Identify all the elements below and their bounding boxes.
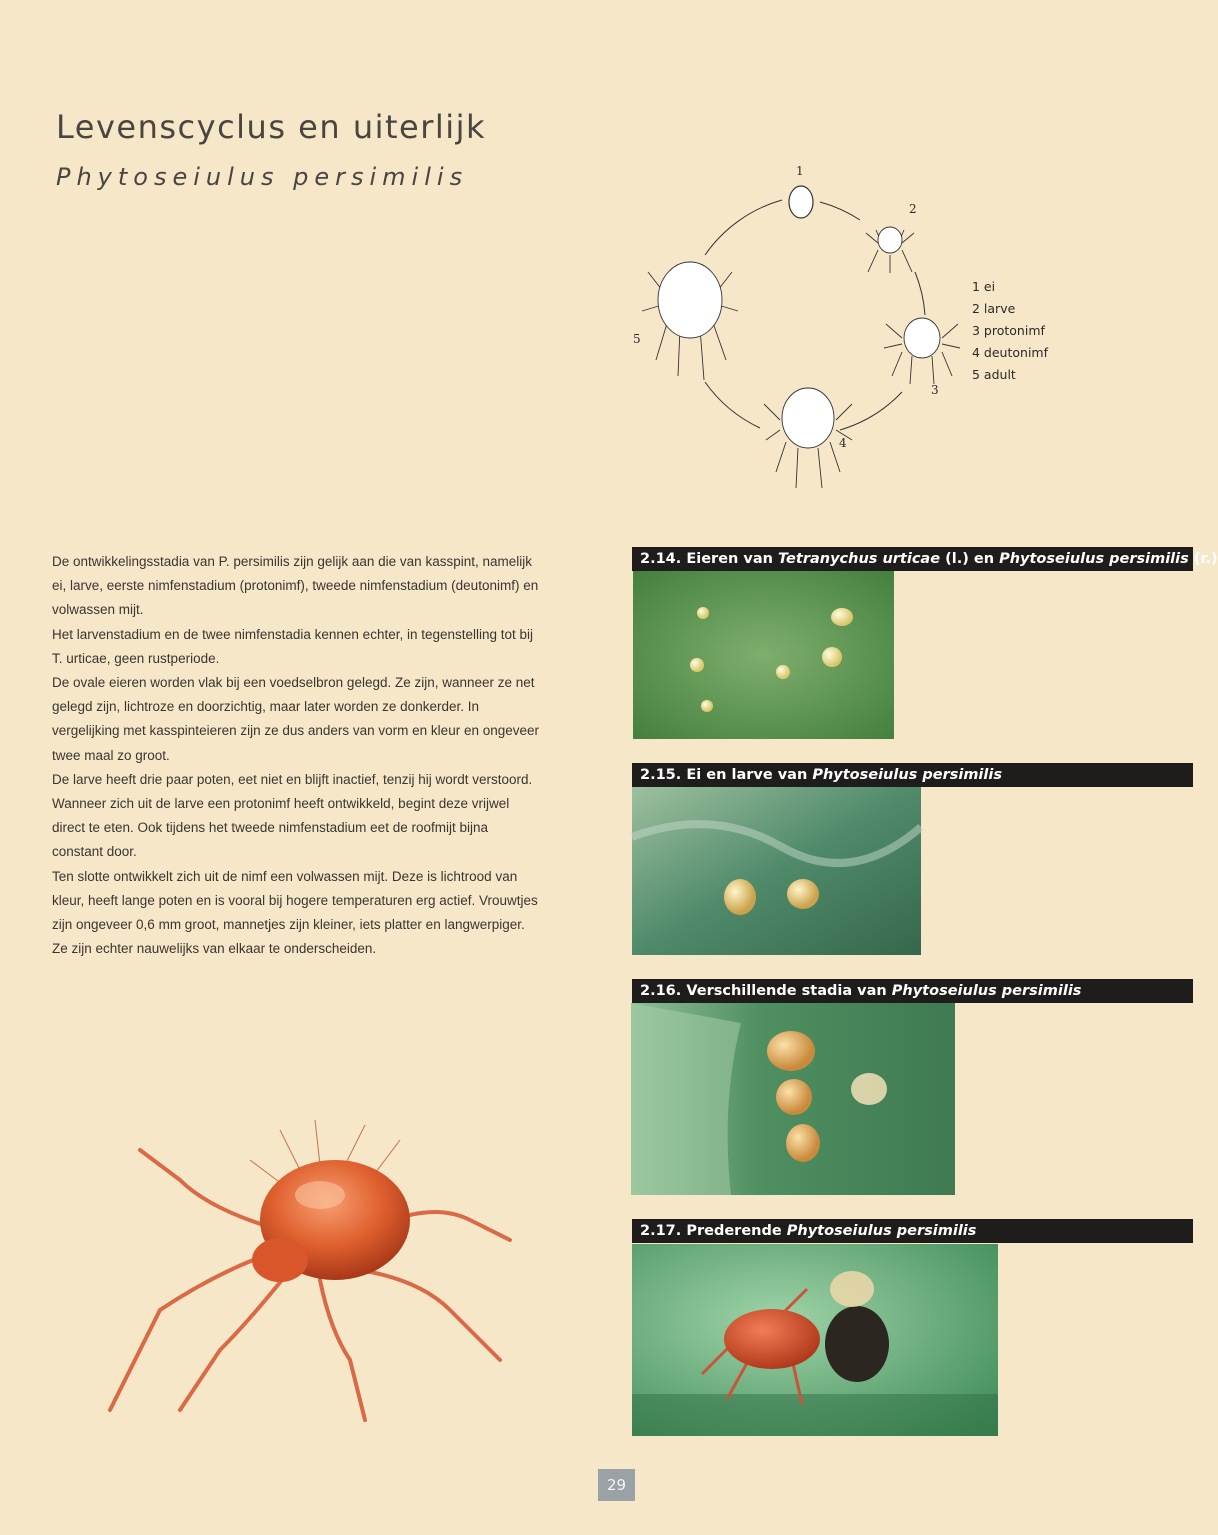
paragraph: Wanneer zich uit de larve een protonimf heeft ontwikkeld, begint deze vrijwel direct te eten. Ook tijdens het tweede nimfenstadium eet de roofmijt bijna constant door. [52,796,510,860]
caption-text: (r.) [1188,551,1218,567]
caption-species: Phytoseiulus persimilis [999,551,1189,567]
figure-number: 2.17. [640,1223,682,1239]
photo-eggs [633,571,894,739]
predatory-mite-illustration [100,1110,520,1430]
figure-number: 2.14. [640,551,682,567]
legend-item-larva: 2 larve [972,301,1016,316]
cycle-arc-1-2 [820,202,860,220]
lifecycle-legend [972,276,1048,386]
caption-species: Tetranychus urticae [778,551,941,567]
photo-predation [632,1244,998,1436]
figure-caption-2-14 [632,547,1218,571]
photo-egg-larva-drawing [632,787,921,955]
page-subtitle: Phytoseiulus persimilis [56,163,469,191]
stage-number-2: 2 [909,202,917,216]
stage-number-5: 5 [633,332,641,346]
caption-species: Phytoseiulus persimilis [786,1223,977,1239]
caption-species: Phytoseiulus persimilis [891,983,1082,999]
caption-text: Verschillende stadia van [681,983,892,999]
figure-number: 2.16. [640,983,682,999]
photo-stages-drawing [631,1003,955,1195]
figure-number: 2.15. [640,767,682,783]
legend-item-egg: 1 ei [972,279,996,294]
caption-text: Prederende [681,1223,787,1239]
page-title: Levenscyclus en uiterlijk [56,108,487,146]
figure-caption-2-16 [632,979,1193,1003]
larva-icon [866,227,914,273]
paragraph: Het larvenstadium en de twee nimfenstadia kennen echter, in tegenstelling tot bij T. urticae, geen rustperiode. [52,626,534,666]
mite-drawing [100,1110,520,1430]
protonymph-icon [884,318,960,384]
legend-item-deutonymph: 4 deutonimf [972,345,1048,360]
photo-stages [631,1003,955,1195]
body-text [52,550,542,961]
cycle-arc-3-4 [840,392,902,430]
lifecycle-diagram [620,160,960,500]
cycle-arc-2-3 [915,272,925,315]
figure-caption-2-17 [632,1219,1193,1243]
egg-icon [789,186,813,218]
photo-egg-larva [632,787,921,955]
stage-number-1: 1 [796,164,804,178]
photo-eggs-drawing [633,571,894,739]
paragraph: De ontwikkelingsstadia van P. persimilis zijn gelijk aan die van kasspint, namelijk ei, larve, eerste nimfenstadium (protonimf), tweede nimfenstadium (deutonimf) en volwassen mijt. [52,554,539,618]
paragraph: De ovale eieren worden vlak bij een voedselbron gelegd. Ze zijn, wanneer ze net gelegd zijn, lichtroze en doorzichtig, maar later worden ze donkerder. In vergelijking met kasspinteieren zijn ze dus anders van vorm en kleur en ongeveer twee maal zo groot. [52,675,540,763]
caption-text: Eieren van [681,551,779,567]
caption-species: Phytoseiulus persimilis [812,767,1002,783]
legend-item-protonymph: 3 protonimf [972,323,1045,338]
legend-item-adult: 5 adult [972,367,1016,382]
adult-mite-icon [642,262,738,380]
page-number: 29 [598,1469,635,1501]
paragraph: Ten slotte ontwikkelt zich uit de nimf een volwassen mijt. Deze is lichtrood van kleur, heeft lange poten en is vooral bij hogere temperaturen erg actief. Vrouwtjes zijn ongeveer 0,6 mm groot, mannetjes zijn kleiner, iets platter en langwerpiger. Ze zijn echter nauwelijks van elkaar te onderscheiden. [52,868,538,957]
cycle-arc-4-5 [705,382,760,428]
photo-predation-drawing [632,1244,998,1436]
stage-number-4: 4 [839,436,847,450]
caption-text: Ei en larve van [681,767,813,783]
caption-text: (l.) en [940,551,1000,567]
paragraph: De larve heeft drie paar poten, eet niet en blijft inactief, tenzij hij wordt verstoord. [52,771,533,787]
cycle-arc-5-1 [705,200,782,255]
stage-number-3: 3 [931,383,939,397]
figure-caption-2-15 [632,763,1193,787]
